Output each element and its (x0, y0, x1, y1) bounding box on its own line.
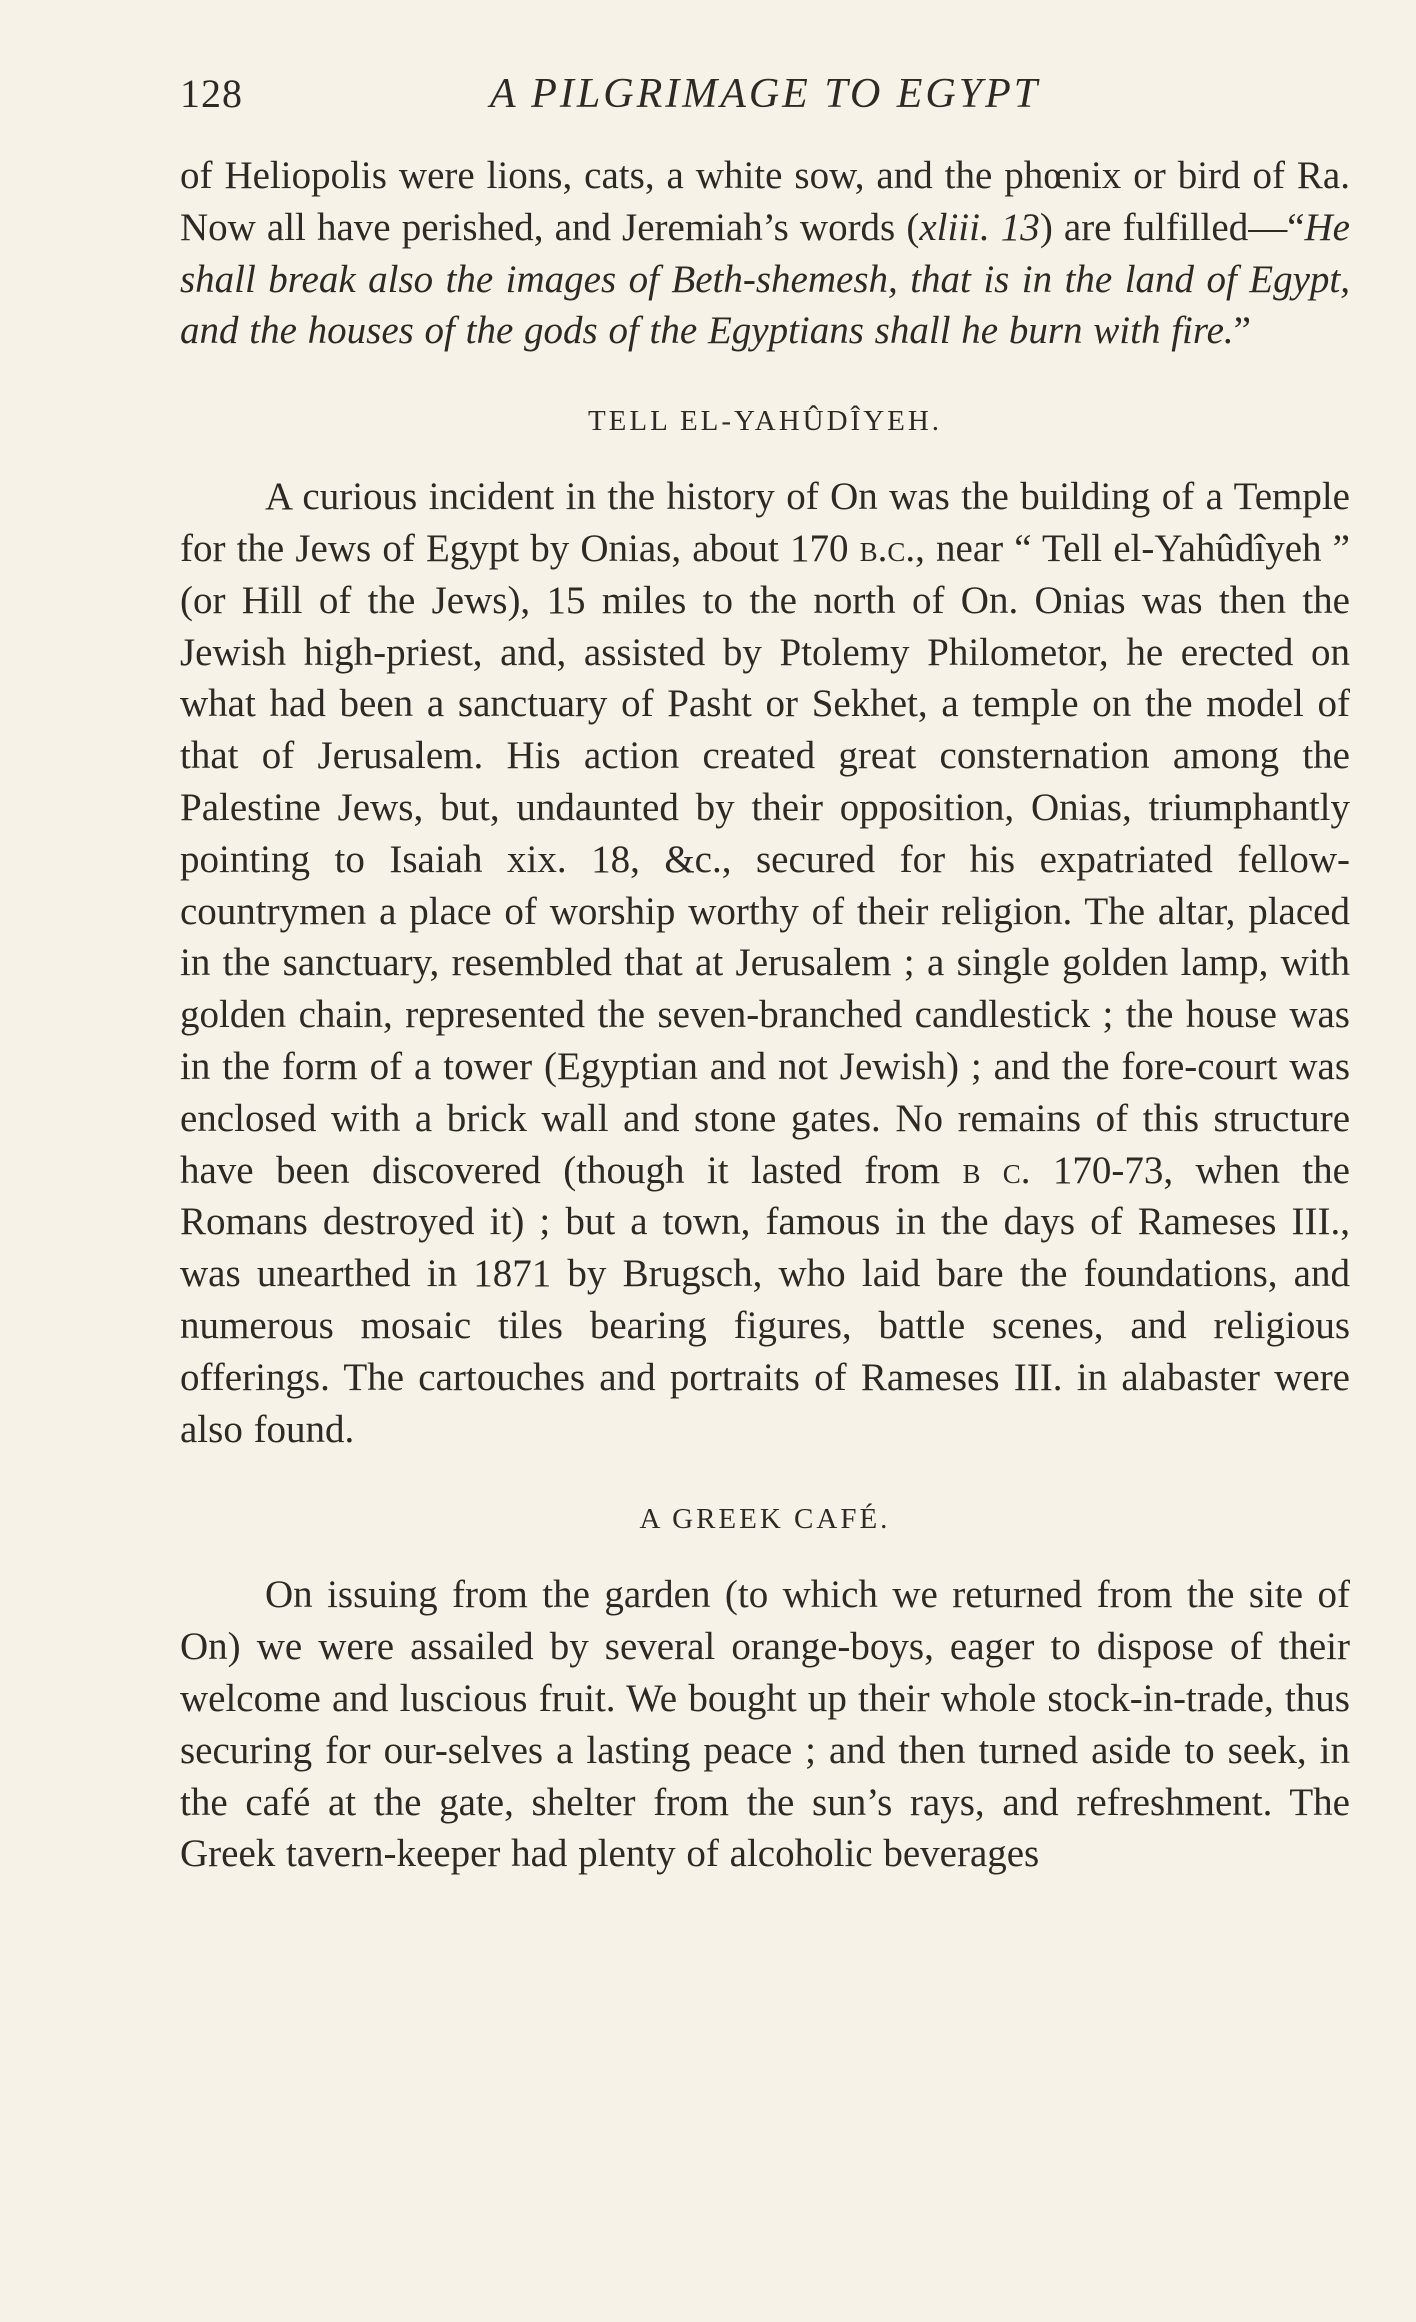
era-abbreviation: b.c. (859, 526, 916, 570)
running-head (180, 70, 1350, 130)
jeremiah-quotation: He shall break also the images of Beth-shemesh, that is in the land of Egypt, and the houses of the gods of the Egyptians shall he burn with fire. (180, 205, 1350, 353)
era-abbreviation: b c. (962, 1148, 1031, 1192)
para2-text-c: 170-73, when the Romans destroyed it) ; but a town, famous in the days of Rameses III., was unearthed in 1871 by Brugsch, who laid bare the foundations, and numerous mosaic tiles bearing figures, battle scenes, and religious offerings. The cartouches and portraits of Rameses III. in alabaster were also found. (180, 1148, 1350, 1451)
para1-text-b: ) are fulfilled—“ (1039, 205, 1305, 249)
scripture-reference: xliii. 13 (919, 205, 1040, 249)
para1-text-c: ” (1233, 309, 1251, 353)
section-heading-greek-cafe: A GREEK CAFÉ. (639, 1503, 891, 1536)
para2-text-a: A curious incident in the history of On was the building of a Temple for the Jews of Egypt by Onias, about 170 (180, 475, 1350, 570)
para1-text-a: of Heliopolis were lions, cats, a white sow, and the phœnix or bird of Ra. Now all have perished, and Jeremiah’s words ( (180, 154, 1350, 249)
paragraph-onias-temple (180, 471, 1350, 1455)
section-heading-tell-el-yahudiyeh: TELL EL-YAHÛDÎYEH. (587, 405, 943, 438)
paragraph-heliopolis (180, 150, 1350, 357)
book-page (180, 70, 1350, 1880)
running-title: A PILGRIMAGE TO EGYPT (489, 71, 1041, 117)
page-number: 128 (180, 71, 243, 116)
paragraph-greek-cafe: On issuing from the garden (to which we returned from the site of On) we were assailed by several orange-boys, eager to dispose of their welcome and luscious fruit. We bought up their whole stock-in-trade, thus securing for our-selves a lasting peace ; and then turned aside to seek, in the café at the gate, shelter from the sun’s rays, and refreshment. The Greek tavern-keeper had plenty of alcoholic beverages (180, 1573, 1350, 1876)
para2-text-b: , near “ Tell el-Yahûdîyeh ” (or Hill of the Jews), 15 miles to the north of On. Onias was then the Jewish high-priest, and, assisted by Ptolemy Philometor, he erected on what had been a sanctuary of Pasht or Sekhet, a temple on the model of that of Jerusalem. His action created great consternation among the Palestine Jews, but, undaunted by their opposition, Onias, triumphantly pointing to Isaiah xix. 18, &c., secured for his expatriated fellow-countrymen a place of worship worthy of their religion. The altar, placed in the sanctuary, resembled that at Jerusalem ; a single golden lamp, with golden chain, represented the seven-branched candlestick ; the house was in the form of a tower (Egyptian and not Jewish) ; and the fore-court was enclosed with a brick wall and stone gates. No remains of this structure have been discovered (though it lasted from (180, 526, 1350, 1192)
